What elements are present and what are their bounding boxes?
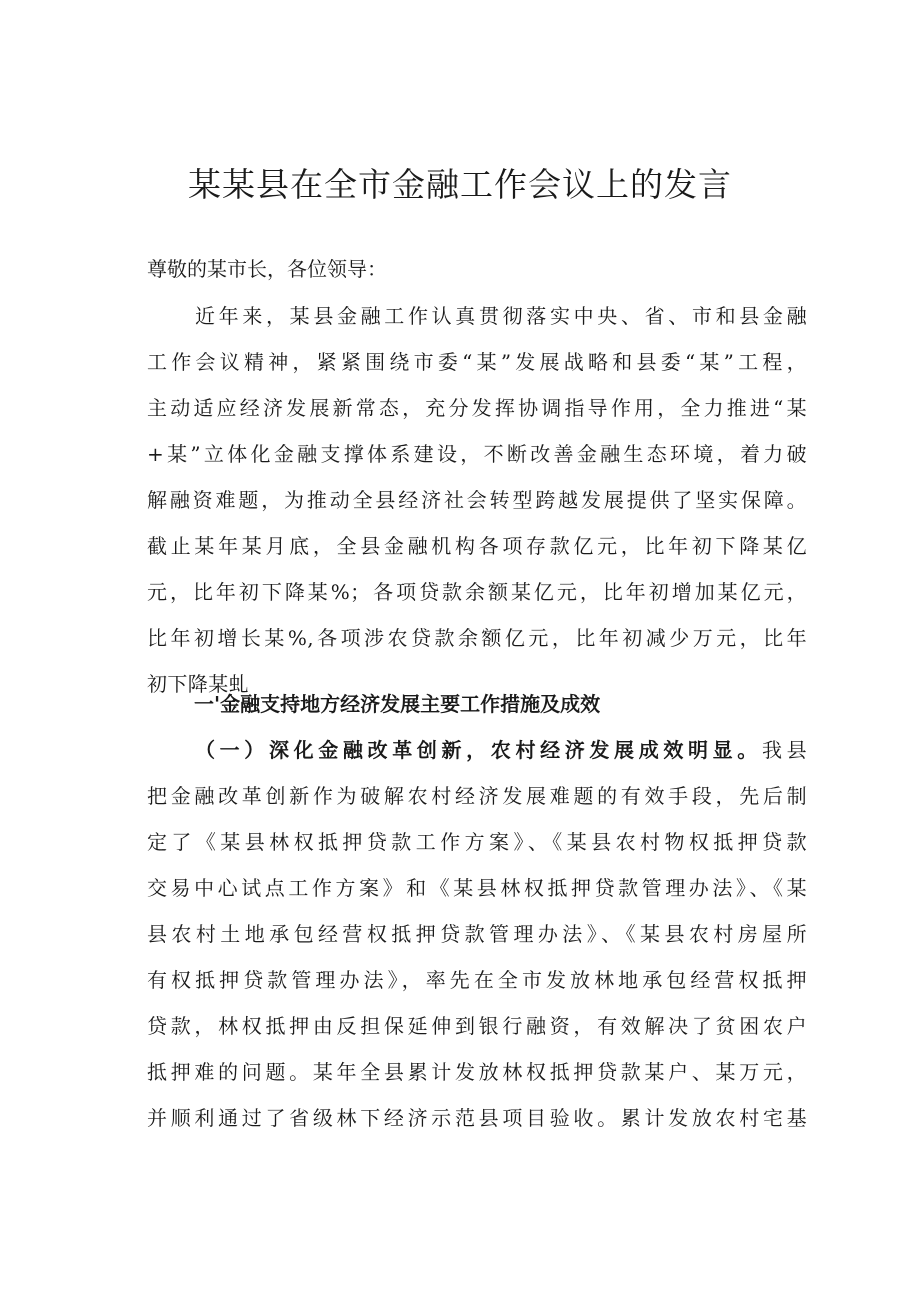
paragraph-intro bbox=[147, 293, 807, 707]
section-heading: 一'金融支持地方经济发展主要工作措施及成效 bbox=[194, 692, 601, 716]
paragraph-line: 截止某年某月底，全县金融机构各项存款亿元，比年初下降某亿 bbox=[147, 534, 807, 558]
paragraph-line: 并顺利通过了省级林下经济示范县项目验收。累计发放农村宅基 bbox=[147, 1106, 807, 1130]
paragraph-line: 比年初增长某%,各项涉农贷款余额亿元，比年初减少万元，比年 bbox=[147, 626, 807, 650]
paragraph-line: 有权抵押贷款管理办法》，率先在全市发放林地承包经营权抵押 bbox=[147, 968, 807, 992]
paragraph-lead-line bbox=[147, 727, 807, 773]
paragraph-line: +某”立体化金融支撑体系建设，不断改善金融生态环境，着力破 bbox=[147, 442, 807, 466]
paragraph-line: 解融资难题，为推动全县经济社会转型跨越发展提供了坚实保障。 bbox=[147, 488, 807, 512]
paragraph-line: 交易中心试点工作方案》和《某县林权抵押贷款管理办法》、《某 bbox=[147, 876, 807, 900]
paragraph-line: 初下降某虬 bbox=[147, 672, 249, 696]
salutation: 尊敬的某市长，各位领导： bbox=[147, 257, 387, 281]
paragraph-line: 定了《某县林权抵押贷款工作方案》、《某县农村物权抵押贷款 bbox=[147, 830, 807, 854]
paragraph-line: 元，比年初下降某%；各项贷款余额某亿元，比年初增加某亿元， bbox=[147, 580, 807, 604]
paragraph-line: 县农村土地承包经营权抵押贷款管理办法》、《某县农村房屋所 bbox=[147, 922, 807, 946]
paragraph-line: 抵押难的问题。某年全县累计发放林权抵押贷款某户、某万元， bbox=[147, 1060, 807, 1084]
paragraph-line: 把金融改革创新作为破解农村经济发展难题的有效手段，先后制 bbox=[147, 784, 807, 808]
paragraph-line: 主动适应经济发展新常态，充分发挥协调指导作用，全力推进“某 bbox=[147, 396, 807, 420]
paragraph-line: 贷款，林权抵押由反担保延伸到银行融资，有效解决了贫困农户 bbox=[147, 1014, 807, 1038]
paragraph-line: 近年来，某县金融工作认真贯彻落实中央、省、市和县金融 bbox=[195, 304, 807, 328]
paragraph-lead-rest: 我县 bbox=[761, 738, 807, 762]
paragraph-lead-bold: （一）深化金融改革创新，农村经济发展成效明显。 bbox=[195, 738, 762, 762]
document-title: 某某县在全市金融工作会议上的发言 bbox=[188, 165, 732, 204]
paragraph-line: 工作会议精神，紧紧围绕市委“某”发展战略和县委“某”工程， bbox=[147, 350, 807, 374]
paragraph-section-1 bbox=[147, 727, 807, 1141]
